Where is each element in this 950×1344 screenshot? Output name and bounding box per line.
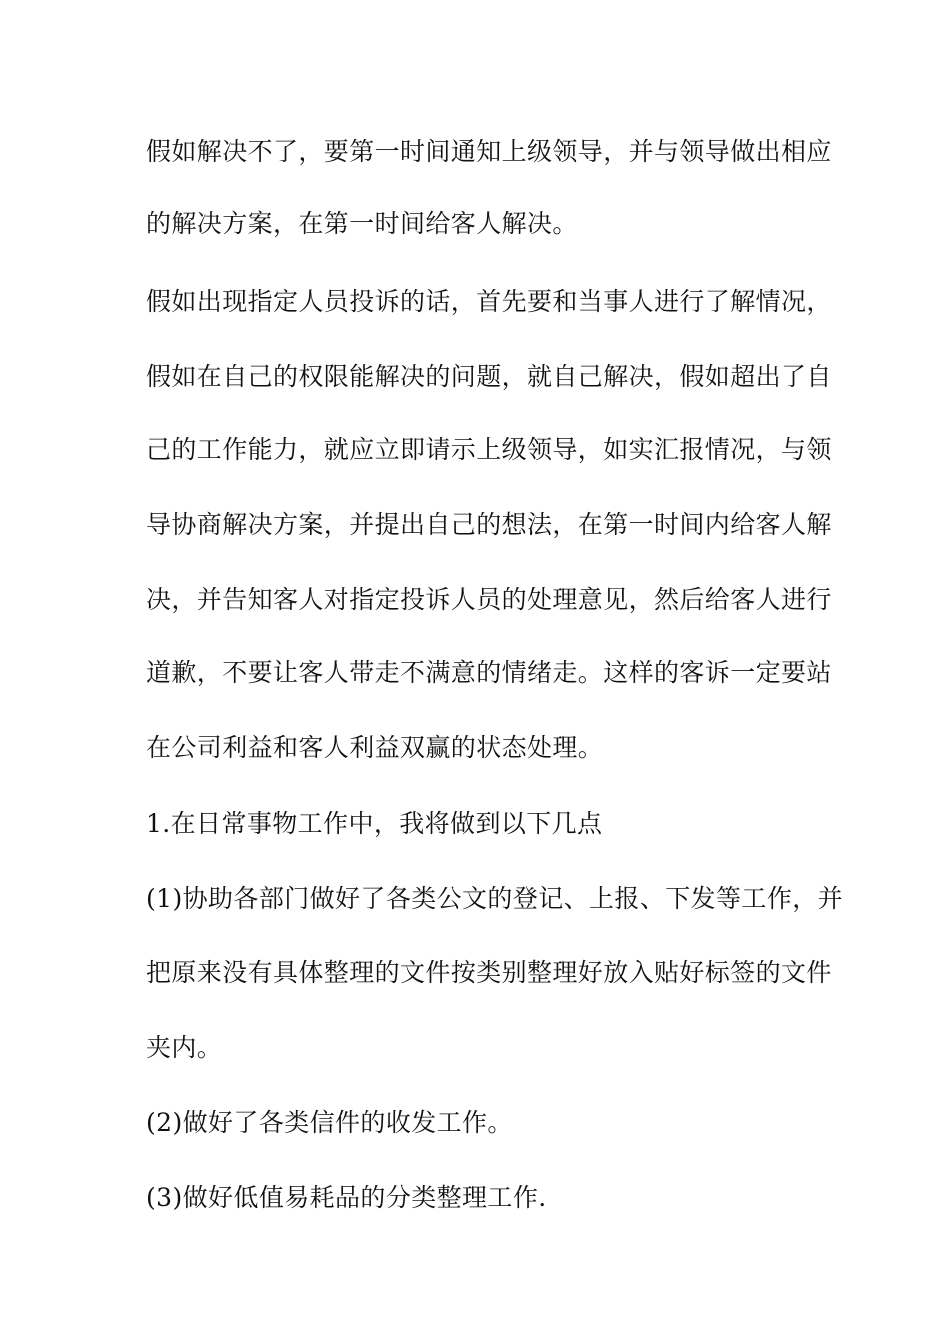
paragraph-line: 在公司利益和客人利益双赢的状态处理。 xyxy=(146,733,604,762)
list-item-line: (2)做好了各类信件的收发工作。 xyxy=(146,1108,513,1137)
list-heading: 1.在日常事物工作中，我将做到以下几点 xyxy=(146,809,603,838)
paragraph-line: 己的工作能力，就应立即请示上级领导，如实汇报情况，与领 xyxy=(146,435,832,464)
paragraph-line: 导协商解决方案，并提出自己的想法，在第一时间内给客人解 xyxy=(146,510,832,539)
paragraph-line: 的解决方案，在第一时间给客人解决。 xyxy=(146,209,578,238)
paragraph-line: 道歉，不要让客人带走不满意的情绪走。这样的客诉一定要站 xyxy=(146,658,832,687)
paragraph-line: 假如解决不了，要第一时间通知上级领导，并与领导做出相应 xyxy=(146,137,832,166)
list-item-line: 把原来没有具体整理的文件按类别整理好放入贴好标签的文件 xyxy=(146,958,832,987)
list-item-line: (3)做好低值易耗品的分类整理工作. xyxy=(146,1183,547,1212)
list-item-line: (1)协助各部门做好了各类公文的登记、上报、下发等工作，并 xyxy=(146,884,844,913)
paragraph-line: 假如出现指定人员投诉的话，首先要和当事人进行了解情况， xyxy=(146,287,832,316)
paragraph-line: 决，并告知客人对指定投诉人员的处理意见，然后给客人进行 xyxy=(146,585,832,614)
list-item-line: 夹内。 xyxy=(146,1033,223,1062)
paragraph-line: 假如在自己的权限能解决的问题，就自己解决，假如超出了自 xyxy=(146,362,832,391)
